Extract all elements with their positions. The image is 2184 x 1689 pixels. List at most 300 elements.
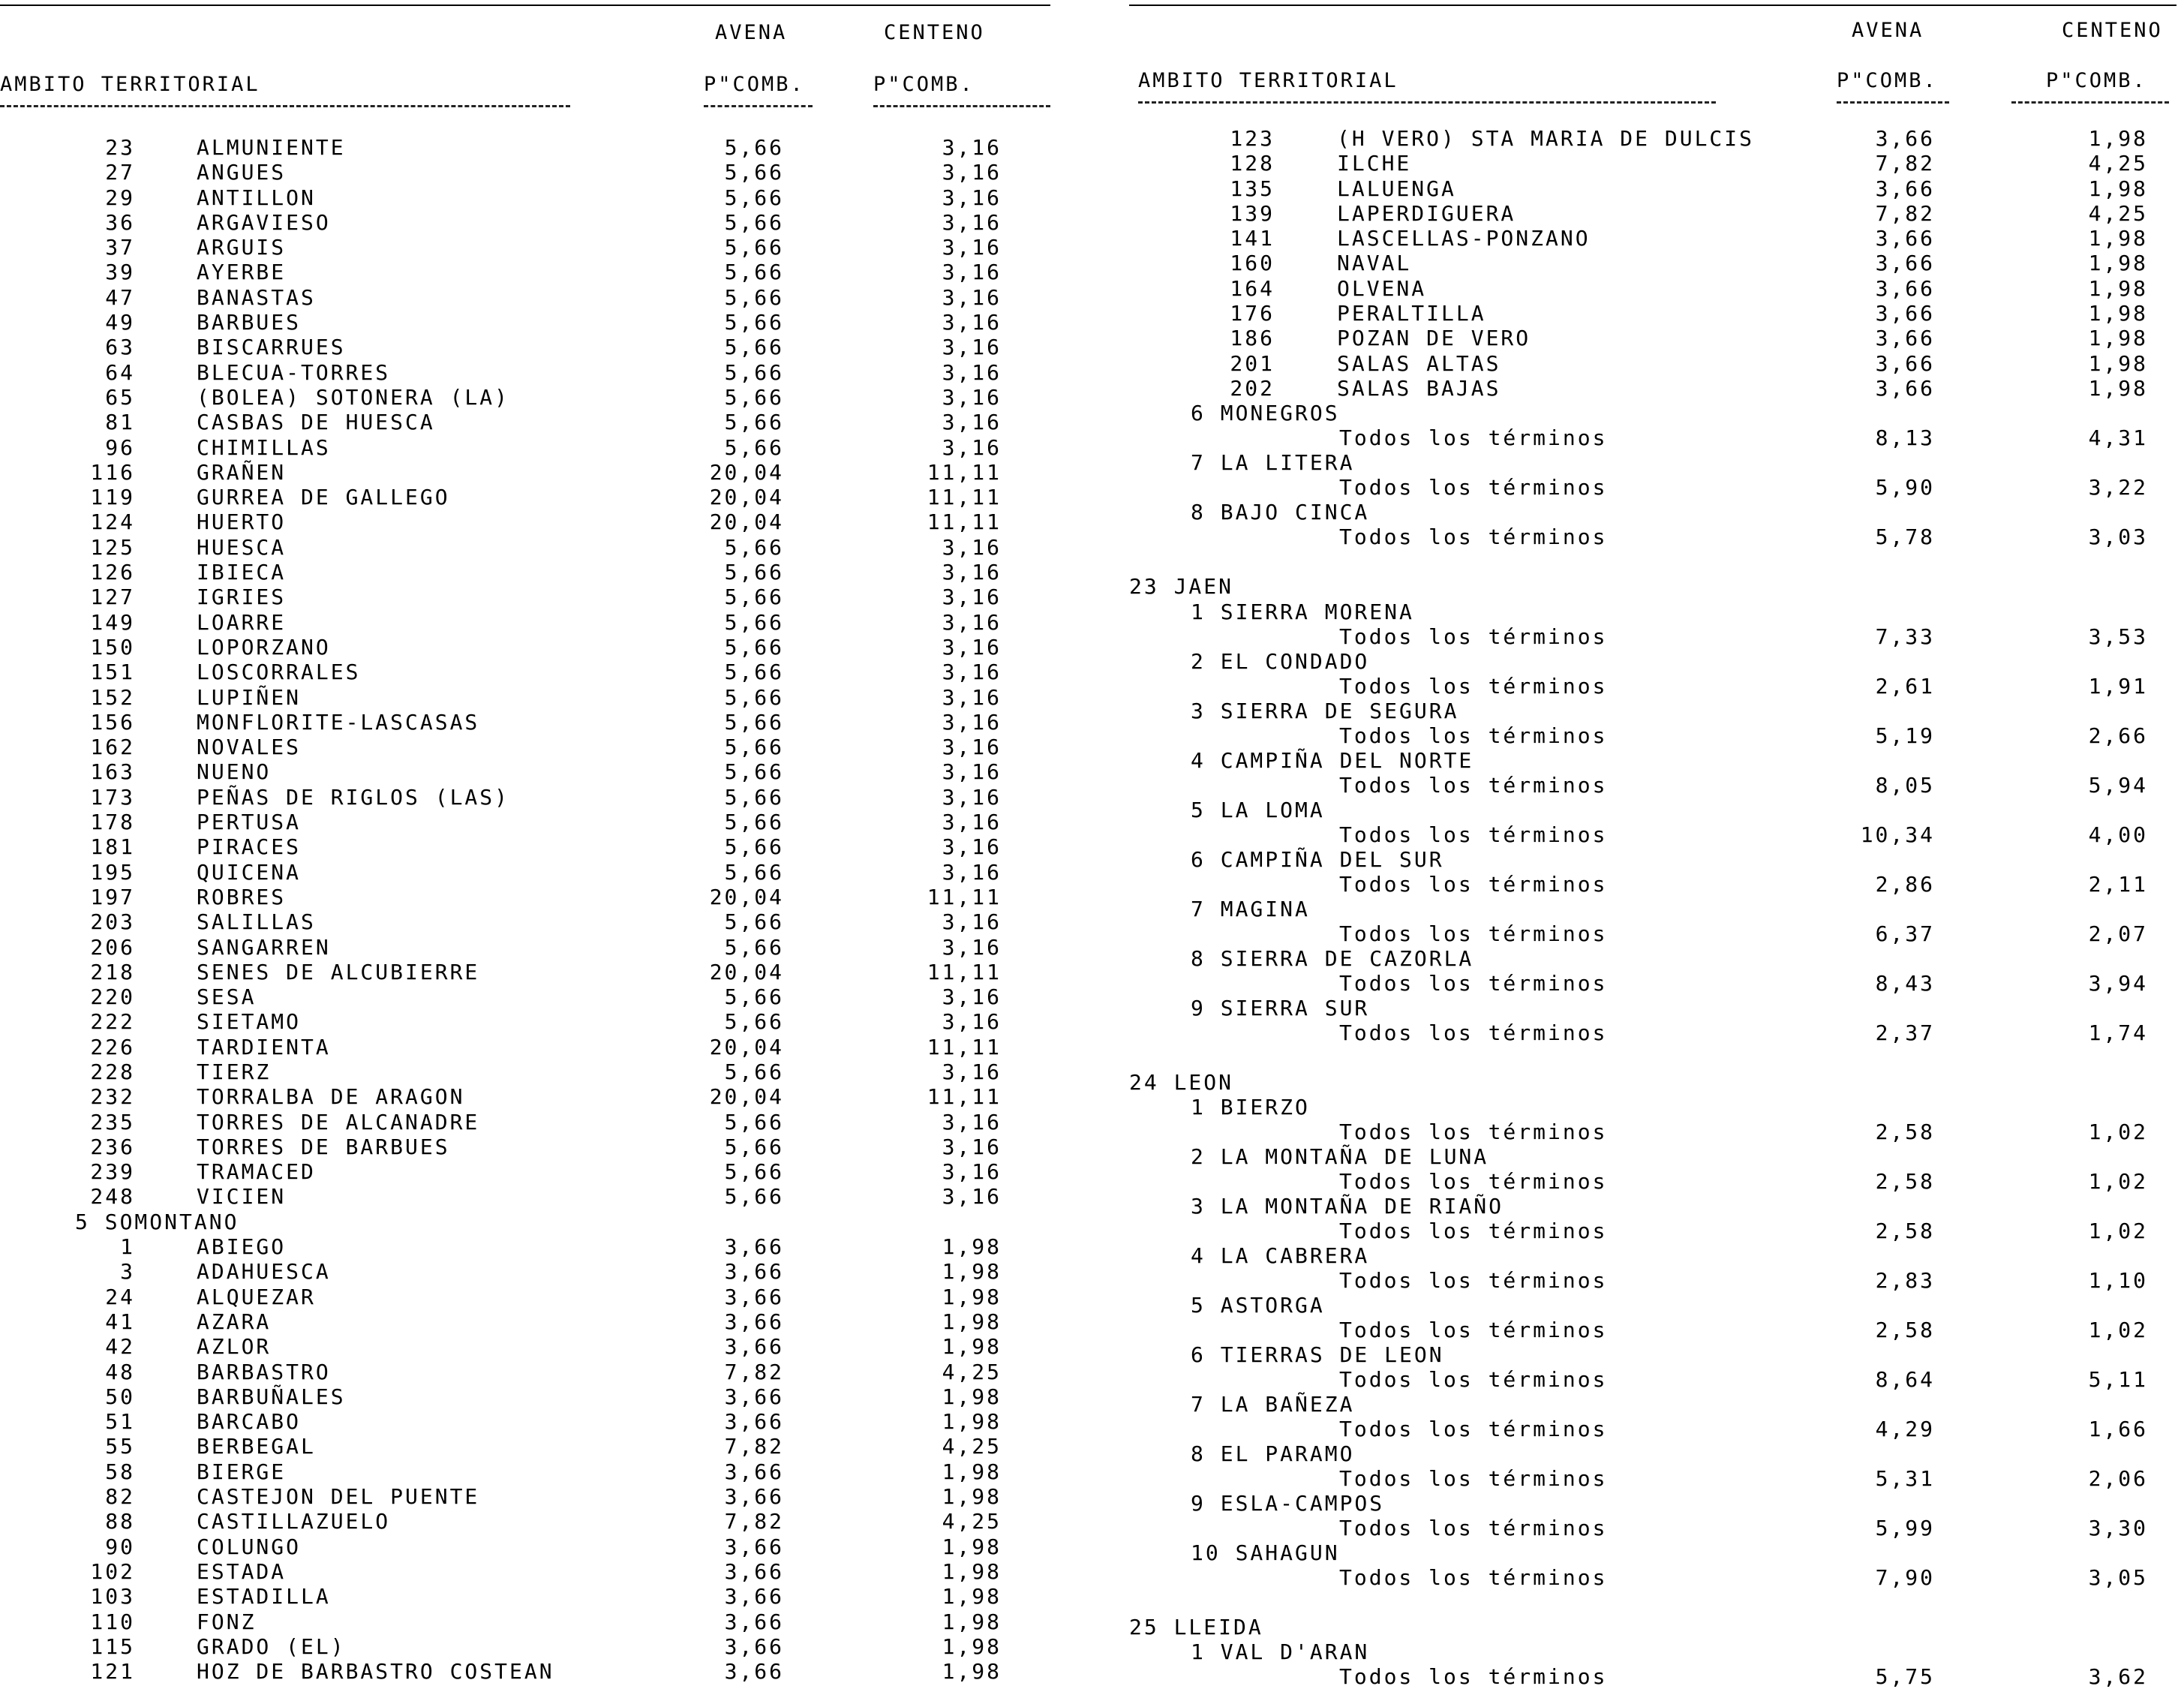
municipality-name: ESTADILLA xyxy=(197,1584,331,1609)
municipality-name: ARGAVIESO xyxy=(197,209,331,235)
municipality-name: BARCABO xyxy=(197,1409,302,1435)
avena-value: 3,66 xyxy=(1875,226,1935,251)
table-row xyxy=(0,1659,1058,1684)
avena-value: 5,78 xyxy=(1875,524,1935,550)
centeno-value: 1,98 xyxy=(942,1534,1002,1559)
avena-value: 3,66 xyxy=(724,1409,784,1435)
centeno-value: 1,98 xyxy=(942,1409,1002,1435)
centeno-value: 11,11 xyxy=(927,459,1002,485)
table-row xyxy=(0,1559,1058,1584)
municipality-code: 3 xyxy=(120,1259,135,1285)
comarca-row xyxy=(1129,946,2184,996)
comarca-row xyxy=(1129,1491,2184,1540)
header-divider-territorial-right xyxy=(1138,101,1716,104)
municipality-code: 49 xyxy=(105,310,135,335)
table-row xyxy=(0,735,1058,759)
comarca-label: 9 ESLA-CAMPOS xyxy=(1191,1490,1385,1516)
avena-value: 2,86 xyxy=(1875,871,1935,897)
centeno-value: 3,16 xyxy=(942,135,1002,160)
municipality-code: 41 xyxy=(105,1309,135,1334)
centeno-value: 1,74 xyxy=(2088,1020,2148,1045)
avena-value: 3,66 xyxy=(724,1609,784,1634)
avena-value: 2,58 xyxy=(1875,1317,1935,1342)
municipality-name: GRAÑEN xyxy=(197,459,287,485)
municipality-name: SANGARREN xyxy=(197,934,331,960)
municipality-name: (H VERO) STA MARIA DE DULCIS xyxy=(1337,126,1755,151)
centeno-value: 1,98 xyxy=(2088,251,2148,276)
municipality-code: 178 xyxy=(90,810,135,835)
avena-value: 5,66 xyxy=(724,909,784,935)
avena-value: 5,66 xyxy=(724,759,784,785)
municipality-code: 160 xyxy=(1230,251,1275,276)
comarca-label: 5 ASTORGA xyxy=(1191,1292,1325,1318)
comarca-row xyxy=(1129,500,2184,549)
table-row xyxy=(0,1184,1058,1209)
comarca-label: 5 LA LOMA xyxy=(1191,797,1325,822)
table-row xyxy=(0,759,1058,784)
municipality-name: OLVENA xyxy=(1337,275,1427,301)
comarca-label: 1 BIERZO xyxy=(1191,1094,1310,1119)
avena-value: 3,66 xyxy=(1875,375,1935,401)
municipality-name: BARBASTRO xyxy=(197,1359,331,1384)
comarca-label: 3 LA MONTAÑA DE RIAÑO xyxy=(1191,1193,1504,1219)
table-row xyxy=(0,585,1058,609)
municipality-code: 222 xyxy=(90,1009,135,1035)
municipality-name: BARBUÑALES xyxy=(197,1384,346,1409)
avena-value: 5,66 xyxy=(724,609,784,635)
centeno-value: 1,98 xyxy=(942,1259,1002,1285)
comarca-label: 6 MONEGROS xyxy=(1191,401,1340,426)
table-row xyxy=(1129,251,2184,275)
municipality-name: NAVAL xyxy=(1337,251,1412,276)
municipality-name: CASTILLAZUELO xyxy=(197,1509,391,1534)
terms-label: Todos los términos xyxy=(1339,1465,1608,1491)
municipality-name: NOVALES xyxy=(197,735,302,760)
table-row xyxy=(1129,301,2184,326)
municipality-name: FONZ xyxy=(197,1609,257,1634)
centeno-value: 4,25 xyxy=(942,1359,1002,1384)
municipality-name: LASCELLAS-PONZANO xyxy=(1337,226,1591,251)
municipality-code: 102 xyxy=(90,1558,135,1584)
municipality-code: 110 xyxy=(90,1609,135,1634)
terms-label: Todos los términos xyxy=(1339,475,1608,500)
header-centeno: CENTENO xyxy=(884,21,985,44)
centeno-value: 3,16 xyxy=(942,784,1002,810)
centeno-value: 3,22 xyxy=(2088,475,2148,500)
municipality-name: TARDIENTA xyxy=(197,1034,331,1059)
municipality-name: PERALTILLA xyxy=(1337,301,1486,326)
avena-value: 2,83 xyxy=(1875,1267,1935,1293)
table-row xyxy=(0,560,1058,585)
municipality-name: ARGUIS xyxy=(197,235,287,260)
municipality-code: 42 xyxy=(105,1334,135,1360)
province-row xyxy=(1129,574,2184,599)
centeno-value: 4,25 xyxy=(2088,151,2148,176)
comarca-label: 8 SIERRA DE CAZORLA xyxy=(1191,945,1474,971)
table-row xyxy=(0,410,1058,434)
comarca-row xyxy=(1129,1243,2184,1293)
municipality-name: LOARRE xyxy=(197,609,287,635)
municipality-name: ABIEGO xyxy=(197,1234,287,1260)
municipality-name: GRADO (EL) xyxy=(197,1633,346,1659)
comarca-label: 8 BAJO CINCA xyxy=(1191,500,1370,525)
comarca-row xyxy=(1129,1342,2184,1392)
comarca-label: 10 SAHAGUN xyxy=(1191,1540,1340,1565)
centeno-value: 1,91 xyxy=(2088,673,2148,699)
municipality-name: QUICENA xyxy=(197,859,302,885)
municipality-name: LAPERDIGUERA xyxy=(1337,200,1516,226)
spacer xyxy=(1129,1045,2184,1070)
terms-label: Todos los términos xyxy=(1339,1664,1608,1689)
avena-value: 7,82 xyxy=(724,1434,784,1459)
municipality-code: 37 xyxy=(105,235,135,260)
province-label: 23 JAEN xyxy=(1129,574,1234,600)
avena-value: 7,82 xyxy=(1875,151,1935,176)
centeno-value: 1,02 xyxy=(2088,1218,2148,1243)
avena-value: 5,66 xyxy=(724,434,784,460)
comarca-label: 9 SIERRA SUR xyxy=(1191,995,1370,1020)
municipality-code: 152 xyxy=(90,684,135,710)
municipality-name: BIERGE xyxy=(197,1459,287,1484)
avena-value: 5,90 xyxy=(1875,475,1935,500)
terms-label: Todos los términos xyxy=(1339,723,1608,748)
municipality-name: SALAS BAJAS xyxy=(1337,375,1501,401)
municipality-code: 82 xyxy=(105,1484,135,1510)
header-divider-centeno-right xyxy=(2011,101,2169,104)
avena-value: 20,04 xyxy=(709,884,784,909)
centeno-value: 3,16 xyxy=(942,1059,1002,1084)
comarca-label: 6 CAMPIÑA DEL SUR xyxy=(1191,846,1444,872)
centeno-value: 3,16 xyxy=(942,634,1002,660)
table-row xyxy=(0,984,1058,1009)
terms-label: Todos los términos xyxy=(1339,1119,1608,1144)
terms-label: Todos los términos xyxy=(1339,425,1608,451)
terms-label: Todos los términos xyxy=(1339,1515,1608,1540)
centeno-value: 2,07 xyxy=(2088,921,2148,946)
municipality-name: ALMUNIENTE xyxy=(197,135,346,160)
avena-value: 5,66 xyxy=(724,560,784,585)
comarca-row xyxy=(1129,847,2184,897)
municipality-code: 125 xyxy=(90,534,135,560)
table-row xyxy=(1129,276,2184,301)
avena-value: 5,66 xyxy=(724,1184,784,1210)
municipality-code: 149 xyxy=(90,609,135,635)
centeno-value: 3,16 xyxy=(942,434,1002,460)
comarca-label: 8 EL PARAMO xyxy=(1191,1441,1355,1466)
avena-value: 10,34 xyxy=(1860,822,1935,847)
avena-value: 5,66 xyxy=(724,284,784,310)
municipality-name: NUENO xyxy=(197,759,272,785)
municipality-name: LOPORZANO xyxy=(197,634,331,660)
avena-value: 20,04 xyxy=(709,459,784,485)
avena-value: 8,05 xyxy=(1875,772,1935,798)
terms-label: Todos los términos xyxy=(1339,1267,1608,1293)
centeno-value: 11,11 xyxy=(927,1034,1002,1059)
municipality-code: 232 xyxy=(90,1084,135,1110)
municipality-name: COLUNGO xyxy=(197,1534,302,1559)
comarca-row xyxy=(1129,1441,2184,1491)
avena-value: 20,04 xyxy=(709,959,784,984)
centeno-value: 4,31 xyxy=(2088,425,2148,451)
table-row xyxy=(0,1009,1058,1034)
centeno-value: 1,98 xyxy=(942,1584,1002,1609)
table-row xyxy=(0,1234,1058,1259)
municipality-name: TORRES DE ALCANADRE xyxy=(197,1109,480,1135)
avena-value: 3,66 xyxy=(724,1659,784,1684)
centeno-value: 3,16 xyxy=(942,1184,1002,1210)
municipality-code: 163 xyxy=(90,759,135,785)
centeno-value: 3,16 xyxy=(942,709,1002,735)
municipality-name: ROBRES xyxy=(197,884,287,909)
municipality-code: 201 xyxy=(1230,350,1275,376)
avena-value: 5,66 xyxy=(724,735,784,760)
municipality-name: TORRES DE BARBUES xyxy=(197,1134,450,1159)
municipality-code: 1 xyxy=(120,1234,135,1260)
spacer xyxy=(1129,549,2184,574)
centeno-value: 3,16 xyxy=(942,284,1002,310)
centeno-value: 1,98 xyxy=(942,1284,1002,1309)
municipality-code: 128 xyxy=(1230,151,1275,176)
table-row xyxy=(0,385,1058,410)
centeno-value: 3,16 xyxy=(942,859,1002,885)
avena-value: 2,37 xyxy=(1875,1020,1935,1045)
centeno-value: 3,16 xyxy=(942,209,1002,235)
centeno-value: 1,98 xyxy=(942,1558,1002,1584)
centeno-value: 1,98 xyxy=(942,1659,1002,1684)
terms-label: Todos los términos xyxy=(1339,1020,1608,1045)
centeno-value: 3,16 xyxy=(942,185,1002,210)
comarca-row xyxy=(1129,600,2184,649)
header-centeno-right: CENTENO xyxy=(2062,19,2163,42)
municipality-code: 202 xyxy=(1230,375,1275,401)
centeno-value: 11,11 xyxy=(927,884,1002,909)
header-avena-pcomb: P"COMB. xyxy=(704,73,805,96)
comarca-label: 4 LA CABRERA xyxy=(1191,1243,1370,1268)
table-row xyxy=(0,435,1058,460)
municipality-code: 63 xyxy=(105,335,135,360)
centeno-value: 3,16 xyxy=(942,759,1002,785)
municipality-code: 124 xyxy=(90,509,135,535)
table-row xyxy=(0,810,1058,834)
table-row xyxy=(0,1484,1058,1509)
municipality-name: SESA xyxy=(197,984,257,1010)
table-row xyxy=(0,635,1058,660)
table-row xyxy=(0,1334,1058,1359)
municipality-code: 248 xyxy=(90,1184,135,1210)
avena-value: 6,37 xyxy=(1875,921,1935,946)
municipality-name: SALILLAS xyxy=(197,909,316,935)
header-divider-avena-right xyxy=(1837,101,1949,104)
table-row xyxy=(1129,226,2184,251)
header-avena-pcomb-right: P"COMB. xyxy=(1837,69,1938,92)
comarca-label: 7 LA BAÑEZA xyxy=(1191,1391,1355,1417)
avena-value: 20,04 xyxy=(709,509,784,535)
avena-value: 3,66 xyxy=(1875,176,1935,201)
table-row xyxy=(1129,151,2184,176)
table-row xyxy=(0,960,1058,984)
avena-value: 3,66 xyxy=(724,1534,784,1559)
avena-value: 5,75 xyxy=(1875,1664,1935,1689)
municipality-code: 50 xyxy=(105,1384,135,1409)
table-row xyxy=(0,1259,1058,1284)
centeno-value: 3,16 xyxy=(942,909,1002,935)
municipality-code: 139 xyxy=(1230,200,1275,226)
municipality-name: SIETAMO xyxy=(197,1009,302,1035)
municipality-code: 27 xyxy=(105,160,135,185)
municipality-code: 24 xyxy=(105,1284,135,1309)
municipality-code: 23 xyxy=(105,135,135,160)
municipality-name: ANGUES xyxy=(197,160,287,185)
centeno-value: 1,98 xyxy=(2088,226,2148,251)
terms-label: Todos los términos xyxy=(1339,1317,1608,1342)
municipality-name: PIRACES xyxy=(197,834,302,860)
table-row xyxy=(0,1409,1058,1434)
table-row xyxy=(0,1434,1058,1459)
centeno-value: 1,98 xyxy=(942,1334,1002,1360)
avena-value: 5,66 xyxy=(724,859,784,885)
centeno-value: 1,98 xyxy=(2088,375,2148,401)
centeno-value: 1,10 xyxy=(2088,1267,2148,1293)
municipality-name: BISCARRUES xyxy=(197,335,346,360)
table-row xyxy=(1129,351,2184,376)
municipality-code: 81 xyxy=(105,410,135,435)
municipality-code: 47 xyxy=(105,284,135,310)
centeno-value: 1,98 xyxy=(2088,350,2148,376)
municipality-code: 239 xyxy=(90,1159,135,1185)
municipality-name: ALQUEZAR xyxy=(197,1284,316,1309)
municipality-code: 206 xyxy=(90,934,135,960)
municipality-name: HOZ DE BARBASTRO COSTEAN xyxy=(197,1659,554,1684)
centeno-value: 3,05 xyxy=(2088,1564,2148,1590)
municipality-name: IGRIES xyxy=(197,585,287,610)
municipality-code: 203 xyxy=(90,909,135,935)
municipality-code: 176 xyxy=(1230,301,1275,326)
centeno-value: 2,06 xyxy=(2088,1465,2148,1491)
province-label: 25 LLEIDA xyxy=(1129,1614,1263,1639)
table-row xyxy=(0,460,1058,485)
table-row xyxy=(1129,176,2184,201)
centeno-value: 3,03 xyxy=(2088,524,2148,550)
table-row xyxy=(0,235,1058,260)
comarca-label: 2 EL CONDADO xyxy=(1191,648,1370,674)
table-row xyxy=(0,160,1058,185)
table-row xyxy=(0,360,1058,385)
municipality-name: (BOLEA) SOTONERA (LA) xyxy=(197,384,510,410)
table-row xyxy=(0,1534,1058,1559)
centeno-value: 3,16 xyxy=(942,585,1002,610)
table-row xyxy=(0,610,1058,635)
centeno-value: 3,53 xyxy=(2088,624,2148,649)
terms-label: Todos los términos xyxy=(1339,1366,1608,1392)
avena-value: 7,82 xyxy=(724,1359,784,1384)
municipality-code: 123 xyxy=(1230,126,1275,151)
centeno-value: 1,98 xyxy=(942,1609,1002,1634)
avena-value: 5,66 xyxy=(724,684,784,710)
centeno-value: 3,16 xyxy=(942,1134,1002,1159)
table-row xyxy=(0,1459,1058,1484)
municipality-name: TORRALBA DE ARAGON xyxy=(197,1084,465,1110)
municipality-name: BERBEGAL xyxy=(197,1434,316,1459)
municipality-code: 186 xyxy=(1230,326,1275,351)
avena-value: 7,82 xyxy=(1875,200,1935,226)
spacer xyxy=(1129,1590,2184,1615)
municipality-code: 235 xyxy=(90,1109,135,1135)
centeno-value: 3,16 xyxy=(942,1109,1002,1135)
centeno-value: 1,98 xyxy=(942,1384,1002,1409)
municipality-name: BARBUES xyxy=(197,310,302,335)
centeno-value: 11,11 xyxy=(927,1084,1002,1110)
avena-value: 5,99 xyxy=(1875,1515,1935,1540)
table-row xyxy=(0,885,1058,909)
centeno-value: 3,16 xyxy=(942,984,1002,1010)
avena-value: 5,66 xyxy=(724,1134,784,1159)
centeno-value: 11,11 xyxy=(927,509,1002,535)
municipality-name: LOSCORRALES xyxy=(197,660,361,685)
terms-label: Todos los términos xyxy=(1339,1416,1608,1441)
table-row xyxy=(0,1035,1058,1059)
avena-value: 5,66 xyxy=(724,135,784,160)
municipality-code: 58 xyxy=(105,1459,135,1484)
centeno-value: 4,25 xyxy=(942,1509,1002,1534)
comarca-row xyxy=(1129,1293,2184,1342)
avena-value: 8,64 xyxy=(1875,1366,1935,1392)
top-rule-right xyxy=(1129,5,2176,6)
right-column xyxy=(1129,0,2184,1689)
avena-value: 3,66 xyxy=(724,1384,784,1409)
centeno-value: 3,16 xyxy=(942,684,1002,710)
avena-value: 3,66 xyxy=(724,1234,784,1260)
comarca-label: 1 SIERRA MORENA xyxy=(1191,599,1414,624)
left-column xyxy=(0,0,1058,1684)
avena-value: 7,82 xyxy=(724,1509,784,1534)
terms-label: Todos los términos xyxy=(1339,1168,1608,1194)
avena-value: 3,66 xyxy=(1875,350,1935,376)
municipality-name: HUERTO xyxy=(197,509,287,535)
table-row xyxy=(0,860,1058,885)
municipality-code: 135 xyxy=(1230,176,1275,201)
municipality-name: ILCHE xyxy=(1337,151,1412,176)
table-row xyxy=(0,1384,1058,1409)
table-row xyxy=(0,1309,1058,1334)
municipality-code: 126 xyxy=(90,560,135,585)
avena-value: 5,66 xyxy=(724,585,784,610)
table-row xyxy=(1129,201,2184,226)
municipality-code: 181 xyxy=(90,834,135,860)
table-row xyxy=(0,535,1058,560)
comarca-row xyxy=(1129,1194,2184,1243)
comarca-row xyxy=(1129,996,2184,1045)
centeno-value: 4,25 xyxy=(2088,200,2148,226)
centeno-value: 3,16 xyxy=(942,260,1002,285)
table-row xyxy=(0,1084,1058,1109)
avena-value: 5,66 xyxy=(724,384,784,410)
centeno-value: 3,16 xyxy=(942,560,1002,585)
municipality-code: 220 xyxy=(90,984,135,1010)
centeno-value: 1,98 xyxy=(942,1484,1002,1510)
table-row xyxy=(0,834,1058,859)
municipality-code: 39 xyxy=(105,260,135,285)
municipality-code: 90 xyxy=(105,1534,135,1559)
centeno-value: 1,98 xyxy=(2088,176,2148,201)
municipality-name: LALUENGA xyxy=(1337,176,1456,201)
centeno-value: 3,16 xyxy=(942,235,1002,260)
avena-value: 5,66 xyxy=(724,185,784,210)
province-row xyxy=(1129,1615,2184,1639)
municipality-name: ANTILLON xyxy=(197,185,316,210)
centeno-value: 4,00 xyxy=(2088,822,2148,847)
municipality-name: PERTUSA xyxy=(197,810,302,835)
avena-value: 5,66 xyxy=(724,634,784,660)
